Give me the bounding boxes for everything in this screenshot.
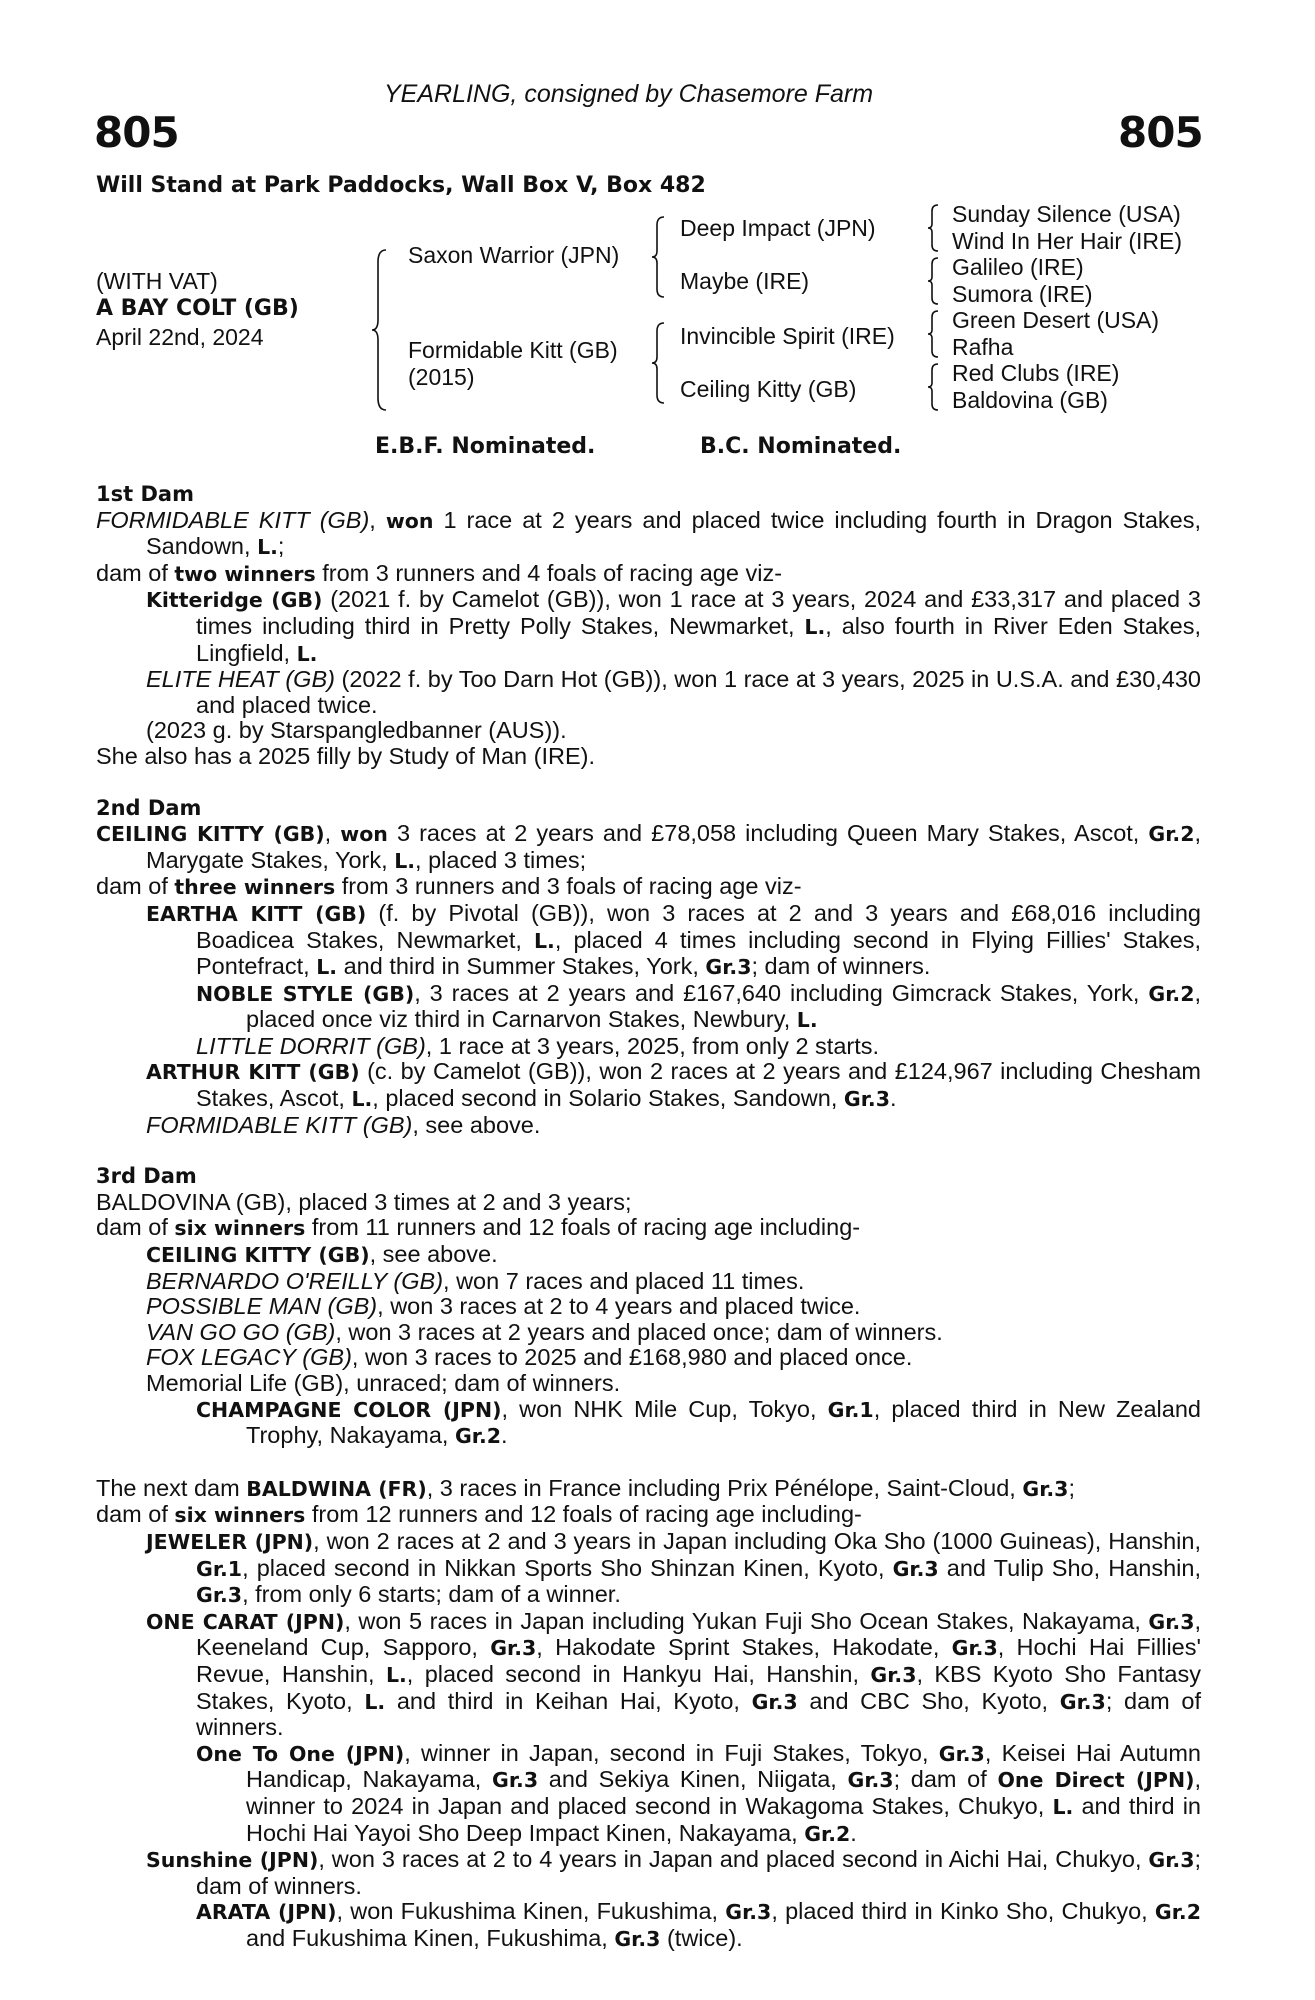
next-dam-produce: dam of six winners from 12 runners and 12 foals of racing age including- bbox=[96, 1501, 862, 1528]
pedigree-bracket-g2 bbox=[928, 258, 942, 304]
stand-location: Will Stand at Park Paddocks, Wall Box V, Box 482 bbox=[96, 173, 706, 198]
little-dorrit-entry: LITTLE DORRIT (GB), 1 race at 3 years, 2025, from only 2 starts. bbox=[196, 1032, 880, 1059]
sunshine-entry: Sunshine (JPN), won 3 races at 2 to 4 years in Japan and placed second in Aichi Hai, Chukyo, Gr.3; dam of winners. bbox=[146, 1846, 1201, 1899]
kitteridge-entry: Kitteridge (GB) (2021 f. by Camelot (GB)), won 1 race at 3 years, 2024 and £33,317 and placed 3 times including third in Pretty Polly Stakes, Newmarket, L., also fourth in River Eden Stakes, Lingfield, L. bbox=[146, 586, 1201, 666]
pedigree-bracket-g3 bbox=[928, 311, 942, 357]
bernardo-entry: BERNARDO O'REILLY (GB), won 7 races and placed 11 times. bbox=[146, 1267, 805, 1294]
third-dam-intro: BALDOVINA (GB), placed 3 times at 2 and 3 years; bbox=[96, 1188, 632, 1215]
second-dam-heading: 2nd Dam bbox=[96, 795, 202, 820]
ebf-nomination: E.B.F. Nominated. bbox=[375, 434, 596, 459]
van-go-go-entry: VAN GO GO (GB), won 3 races at 2 years and placed once; dam of winners. bbox=[146, 1318, 943, 1345]
third-dam-produce: dam of six winners from 11 runners and 12 foals of racing age including- bbox=[96, 1214, 861, 1241]
bc-nomination: B.C. Nominated. bbox=[700, 434, 902, 459]
filly-note: She also has a 2025 filly by Study of Man (IRE). bbox=[96, 742, 595, 769]
gg-sire-2: Galileo (IRE) bbox=[952, 254, 1084, 280]
dam: Formidable Kitt (GB) bbox=[408, 337, 618, 363]
horse-dob: April 22nd, 2024 bbox=[96, 324, 264, 350]
vat-note: (WITH VAT) bbox=[96, 268, 218, 294]
one-carat-entry: ONE CARAT (JPN), won 5 races in Japan including Yukan Fuji Sho Ocean Stakes, Nakayama, Gr.3, Keeneland Cup, Sapporo, Gr.3, Hakodate Sprint Stakes, Hakodate, Gr.3, Hochi Hai Fillies' Revue, Hanshin, L., placed second in Hankyu Hai, Hanshin, Gr.3, KBS Kyoto Sho Fantasy Stakes, Kyoto, L. and third in Keihan Hai, Kyoto, Gr.3 and CBC Sho, Kyoto, Gr.3; dam of winners. bbox=[146, 1607, 1201, 1741]
gg-dam-2: Sumora (IRE) bbox=[952, 281, 1093, 307]
horse-name: A BAY COLT (GB) bbox=[96, 296, 299, 321]
sire-sire: Deep Impact (JPN) bbox=[680, 215, 876, 241]
memorial-life-entry: Memorial Life (GB), unraced; dam of winners. bbox=[146, 1370, 621, 1396]
sire-dam: Maybe (IRE) bbox=[680, 268, 810, 294]
pedigree-bracket-g4 bbox=[928, 364, 942, 410]
dam-sire: Invincible Spirit (IRE) bbox=[680, 323, 895, 349]
next-dam-intro: The next dam BALDWINA (FR), 3 races in France including Prix Pénélope, Saint-Cloud, Gr.3; bbox=[96, 1474, 1075, 1501]
noble-style-entry: NOBLE STYLE (GB), 3 races at 2 years and £167,640 including Gimcrack Stakes, York, Gr.2, placed once viz third in Carnarvon Stakes, Newbury, L. bbox=[196, 979, 1201, 1033]
elite-heat-entry: ELITE HEAT (GB) (2022 f. by Too Darn Hot (GB)), won 1 race at 3 years, 2025 in U.S.A. and £30,430 and placed twice. bbox=[146, 666, 1201, 718]
gg-sire-4: Red Clubs (IRE) bbox=[952, 360, 1120, 386]
third-dam-heading: 3rd Dam bbox=[96, 1164, 197, 1189]
eartha-kitt-entry: EARTHA KITT (GB) (f. by Pivotal (GB)), won 3 races at 2 and 3 years and £68,016 including Boadicea Stakes, Newmarket, L., placed 4 times including second in Flying Fillies' Stakes, Pontefract, L. and third in Summer Stakes, York, Gr.3; dam of winners. bbox=[146, 899, 1202, 980]
lot-number-right: 805 bbox=[1118, 108, 1203, 157]
first-dam-intro: FORMIDABLE KITT (GB), won 1 race at 2 years and placed twice including fourth in Dragon Stakes, Sandown, L.; bbox=[96, 506, 1201, 560]
pedigree-bracket-main bbox=[372, 250, 392, 410]
fox-legacy-entry: FOX LEGACY (GB), won 3 races to 2025 and £168,980 and placed once. bbox=[146, 1344, 913, 1371]
gg-sire-3: Green Desert (USA) bbox=[952, 307, 1160, 333]
gg-dam-4: Baldovina (GB) bbox=[952, 387, 1108, 413]
lot-number-left: 805 bbox=[94, 108, 179, 157]
gg-dam-3: Rafha bbox=[952, 334, 1014, 360]
sire: Saxon Warrior (JPN) bbox=[408, 242, 620, 268]
pedigree-bracket-g1 bbox=[928, 205, 942, 251]
gg-dam-1: Wind In Her Hair (IRE) bbox=[952, 228, 1183, 254]
dam-year: (2015) bbox=[408, 364, 475, 390]
arthur-kitt-entry: ARTHUR KITT (GB) (c. by Camelot (GB)), won 2 races at 2 years and £124,967 including Chesham Stakes, Ascot, L., placed second in Solario Stakes, Sandown, Gr.3. bbox=[146, 1058, 1201, 1112]
arata-entry: ARATA (JPN), won Fukushima Kinen, Fukushima, Gr.3, placed third in Kinko Sho, Chukyo, Gr.2 and Fukushima Kinen, Fukushima, Gr.3 (twice). bbox=[196, 1898, 1201, 1951]
pedigree-bracket-dam bbox=[652, 323, 670, 403]
gg-sire-1: Sunday Silence (USA) bbox=[952, 201, 1181, 227]
formidable-kitt-entry: FORMIDABLE KITT (GB), see above. bbox=[146, 1111, 541, 1138]
first-dam-produce: dam of two winners from 3 runners and 4 foals of racing age viz- bbox=[96, 559, 783, 586]
second-dam-intro: CEILING KITTY (GB), won 3 races at 2 years and £78,058 including Queen Mary Stakes, Ascot, Gr.2, Marygate Stakes, York, L., placed 3 times; bbox=[96, 820, 1201, 873]
pedigree-bracket-sire bbox=[652, 217, 670, 297]
catalogue-body bbox=[96, 482, 1201, 1952]
ceiling-kitty-entry: CEILING KITTY (GB), see above. bbox=[146, 1241, 498, 1268]
possible-man-entry: POSSIBLE MAN (GB), won 3 races at 2 to 4 years and placed twice. bbox=[146, 1293, 861, 1320]
dam-dam: Ceiling Kitty (GB) bbox=[680, 376, 857, 402]
gelding-entry: (2023 g. by Starspangledbanner (AUS)). bbox=[146, 717, 567, 744]
first-dam-heading: 1st Dam bbox=[96, 482, 194, 506]
jeweler-entry: JEWELER (JPN), won 2 races at 2 and 3 years in Japan including Oka Sho (1000 Guineas), Hanshin, Gr.1, placed second in Nikkan Sports Sho Shinzan Kinen, Kyoto, Gr.3 and Tulip Sho, Hanshin, Gr.3, from only 6 starts; dam of a winner. bbox=[146, 1527, 1201, 1608]
champagne-color-entry: CHAMPAGNE COLOR (JPN), won NHK Mile Cup, Tokyo, Gr.1, placed third in New Zealand Trophy, Nakayama, Gr.2. bbox=[196, 1395, 1201, 1449]
second-dam-produce: dam of three winners from 3 runners and 3 foals of racing age viz- bbox=[96, 873, 802, 900]
consignor-line: YEARLING, consigned by Chasemore Farm bbox=[384, 80, 874, 108]
one-to-one-entry: One To One (JPN), winner in Japan, second in Fuji Stakes, Tokyo, Gr.3, Keisei Hai Autumn Handicap, Nakayama, Gr.3 and Sekiya Kinen, Niigata, Gr.3; dam of One Direct (JPN), winner to 2024 in Japan and placed second in Wakagoma Stakes, Chukyo, L. and third in Hochi Hai Yayoi Sho Deep Impact Kinen, Nakayama, Gr.2. bbox=[196, 1739, 1202, 1846]
